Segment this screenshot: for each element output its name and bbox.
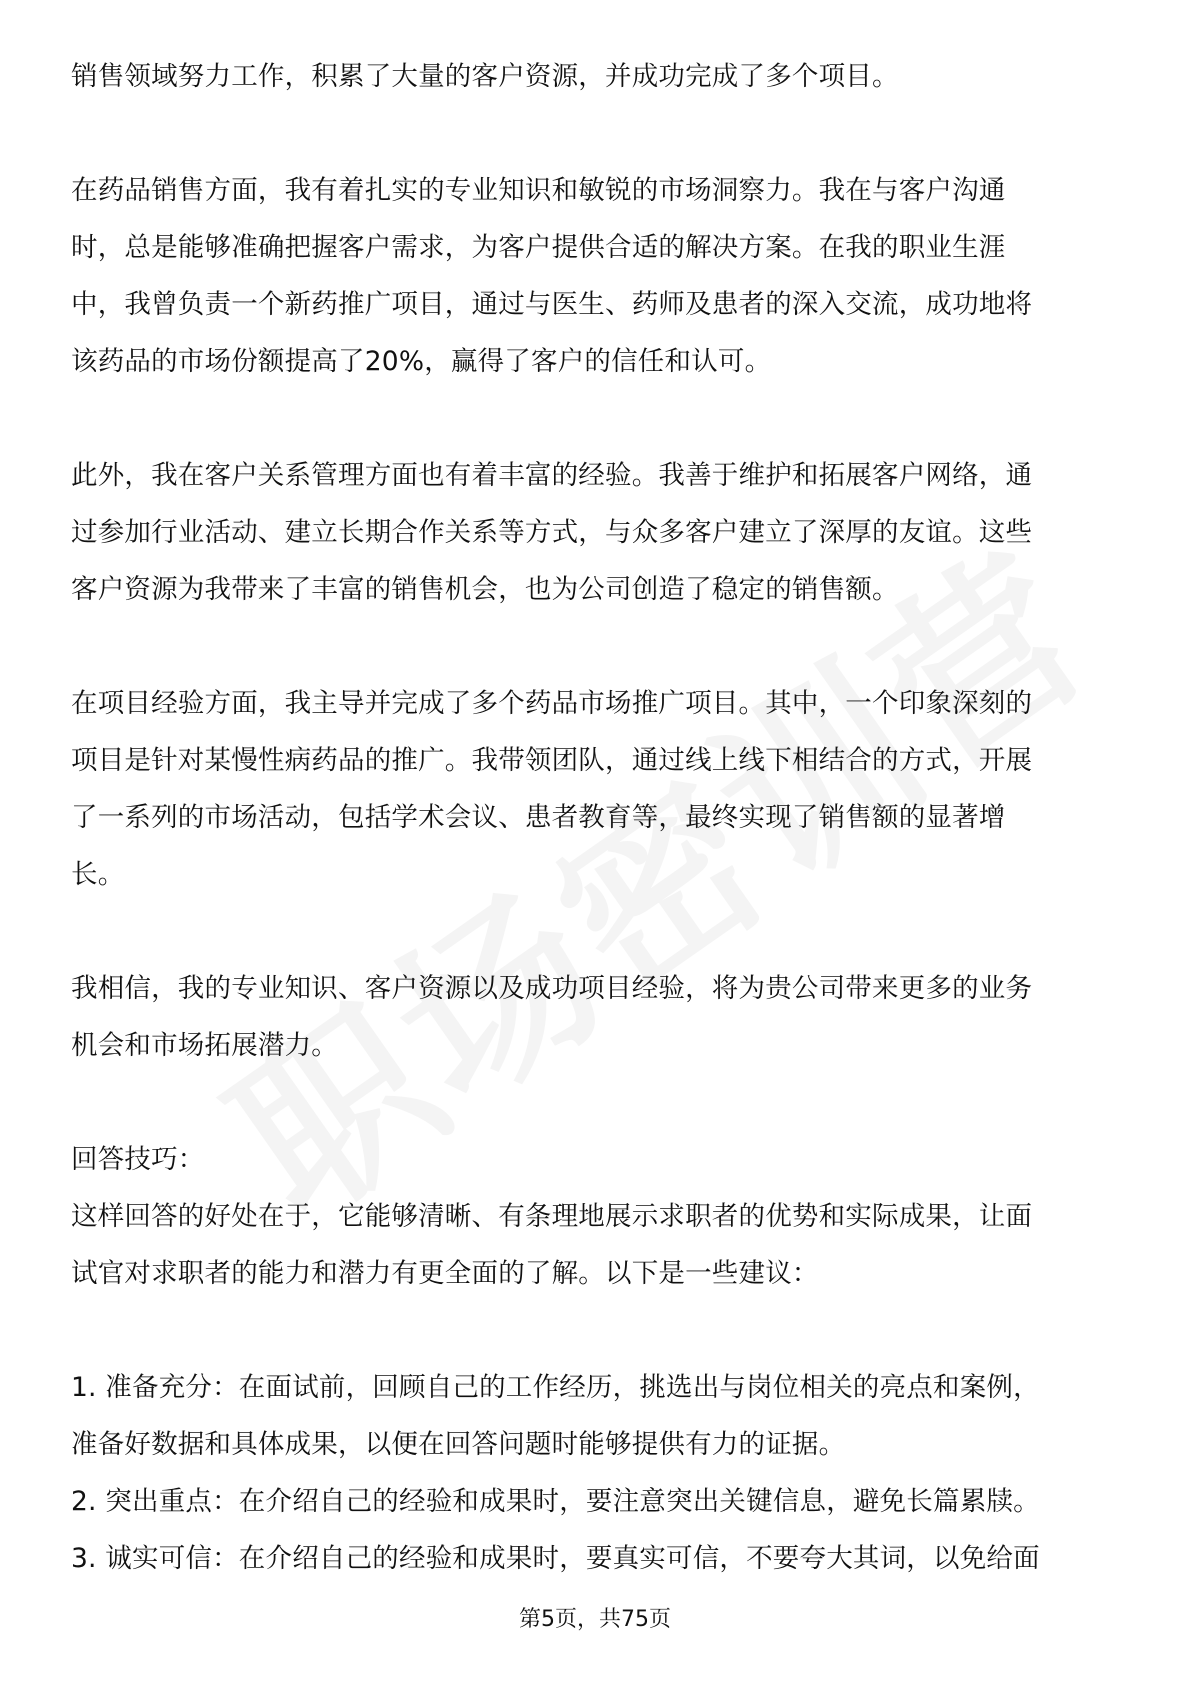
text-line: 项目是针对某慢性病药品的推广。我带领团队，通过线上线下相结合的方式，开展 bbox=[71, 745, 1033, 776]
answer-tips-section bbox=[71, 1131, 1119, 1302]
text-line: 在项目经验方面，我主导并完成了多个药品市场推广项目。其中，一个印象深刻的 bbox=[71, 688, 1033, 719]
paragraph-gap bbox=[71, 618, 1119, 675]
paragraph-5 bbox=[71, 960, 1119, 1074]
paragraph-4 bbox=[71, 675, 1119, 903]
text-line: 机会和市场拓展潜力。 bbox=[71, 1030, 338, 1061]
paragraph-gap bbox=[71, 390, 1119, 447]
paragraph-1 bbox=[71, 48, 1119, 105]
document-body bbox=[71, 48, 1119, 1587]
paragraph-gap bbox=[71, 105, 1119, 162]
section-heading: 回答技巧： bbox=[71, 1144, 205, 1175]
text-line: 销售领域努力工作，积累了大量的客户资源，并成功完成了多个项目。 bbox=[71, 61, 899, 92]
page-number: 第5页，共75页 bbox=[519, 1607, 671, 1632]
text-line: 试官对求职者的能力和潜力有更全面的了解。以下是一些建议： bbox=[71, 1258, 819, 1289]
text-line: 此外，我在客户关系管理方面也有着丰富的经验。我善于维护和拓展客户网络，通 bbox=[71, 460, 1033, 491]
text-line: 该药品的市场份额提高了20%，赢得了客户的信任和认可。 bbox=[71, 346, 772, 377]
tips-list bbox=[71, 1359, 1119, 1587]
paragraph-2 bbox=[71, 162, 1119, 390]
paragraph-3 bbox=[71, 447, 1119, 618]
list-item: 2. 突出重点：在介绍自己的经验和成果时，要注意突出关键信息，避免长篇累牍。 bbox=[71, 1486, 1040, 1517]
paragraph-gap bbox=[71, 903, 1119, 960]
text-line: 在药品销售方面，我有着扎实的专业知识和敏锐的市场洞察力。我在与客户沟通 bbox=[71, 175, 1006, 206]
text-line: 这样回答的好处在于，它能够清晰、有条理地展示求职者的优势和实际成果，让面 bbox=[71, 1201, 1033, 1232]
paragraph-gap bbox=[71, 1302, 1119, 1359]
text-line: 客户资源为我带来了丰富的销售机会，也为公司创造了稳定的销售额。 bbox=[71, 574, 899, 605]
paragraph-gap bbox=[71, 1074, 1119, 1131]
text-line: 时，总是能够准确把握客户需求，为客户提供合适的解决方案。在我的职业生涯 bbox=[71, 232, 1006, 263]
text-line: 中，我曾负责一个新药推广项目，通过与医生、药师及患者的深入交流，成功地将 bbox=[71, 289, 1033, 320]
list-item-continued: 准备好数据和具体成果，以便在回答问题时能够提供有力的证据。 bbox=[71, 1429, 846, 1460]
text-line: 过参加行业活动、建立长期合作关系等方式，与众多客户建立了深厚的友谊。这些 bbox=[71, 517, 1033, 548]
text-line: 了一系列的市场活动，包括学术会议、患者教育等，最终实现了销售额的显著增 bbox=[71, 802, 1006, 833]
list-item: 3. 诚实可信：在介绍自己的经验和成果时，要真实可信，不要夸大其词，以免给面 bbox=[71, 1543, 1040, 1574]
text-line: 我相信，我的专业知识、客户资源以及成功项目经验，将为贵公司带来更多的业务 bbox=[71, 973, 1033, 1004]
text-line: 长。 bbox=[71, 859, 125, 890]
list-item: 1. 准备充分：在面试前，回顾自己的工作经历，挑选出与岗位相关的亮点和案例， bbox=[71, 1372, 1040, 1403]
